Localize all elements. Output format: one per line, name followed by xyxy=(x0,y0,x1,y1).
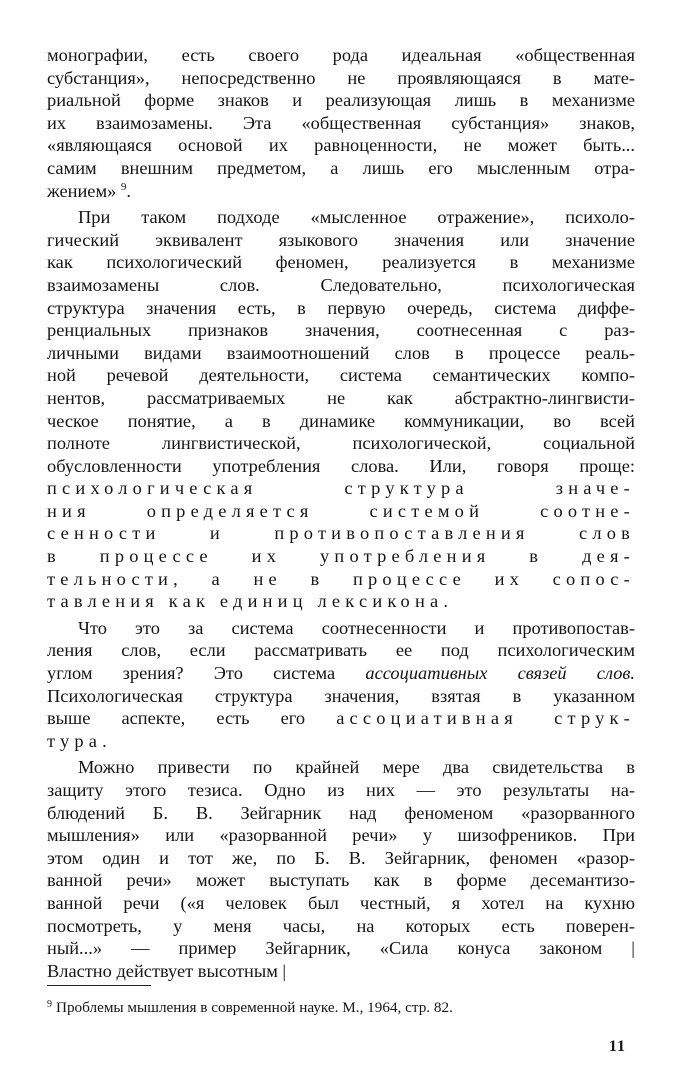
footnote-divider xyxy=(47,985,151,986)
text-fragment: жением» xyxy=(47,180,117,201)
text-fragment: . xyxy=(126,180,132,201)
text-line-last: Властно действует высотным | xyxy=(47,960,287,981)
text-line: защиту этого тезиса. Одно из них — это результаты на- xyxy=(47,780,635,800)
spaced-emphasis: ассоциативная струк- xyxy=(336,708,635,729)
footnote-reference: 9 xyxy=(120,180,127,193)
spaced-text-line: сенности и противопоставления слов xyxy=(47,523,635,544)
footnote-number: 9 xyxy=(47,999,52,1010)
paragraph-2 xyxy=(47,206,635,613)
text-line: ления слов, если рассматривать ее под психологическим xyxy=(47,640,635,661)
text-line: ванной речи» может выступать как в форме десемантизо- xyxy=(47,870,635,891)
text-line-mixed xyxy=(47,707,635,730)
text-line: личными видами взаимоотношений слов в процессе реаль- xyxy=(47,342,635,363)
footnote-text: Проблемы мышления в современной науке. М., 1964, стр. 82. xyxy=(56,999,453,1016)
text-line: Можно привести по крайней мере два свидетельства в xyxy=(78,757,635,778)
spaced-text-line: в процессе их употребления в дея- xyxy=(47,546,635,567)
text-line: риальной форме знаков и реализующая лишь в механизме xyxy=(47,90,635,111)
text-line: ческое понятие, а в динамике коммуникации, во всей xyxy=(47,410,635,431)
spaced-text-line: психологическая структура значе- xyxy=(47,478,635,499)
text-line: структура значения есть, в первую очередь, система диффе- xyxy=(47,297,635,318)
text-line: обусловленности употребления слова. Или, говоря проще: xyxy=(47,455,635,476)
text-line: этом один и тот же, по Б. В. Зейгарник, феномен «разор- xyxy=(47,847,635,868)
spaced-text-line: тельности, а не в процессе их сопос- xyxy=(47,568,635,589)
text-line: взаимозамены слов. Следовательно, психологическая xyxy=(47,274,635,295)
spaced-text-line-last: тавления как единиц лексикона. xyxy=(47,591,454,612)
italic-emphasis: ассоциативных связей слов. xyxy=(365,663,635,684)
text-line: как психологический феномен, реализуется в механизме xyxy=(47,252,635,273)
text-line: самим внешним предметом, а лишь его мысленным отра- xyxy=(47,157,635,178)
page-number: 11 xyxy=(608,1038,626,1055)
text-line-last xyxy=(47,180,635,203)
text-line: ренциальных признаков значения, соотнесенная с раз- xyxy=(47,320,635,341)
text-line: ный...» — пример Зейгарник, «Сила конуса законом | xyxy=(47,938,635,959)
paragraph-4 xyxy=(47,756,635,982)
main-text xyxy=(47,44,635,982)
text-line: «являющаяся основой их равноценности, не может быть... xyxy=(47,135,635,156)
text-line: посмотреть, у меня часы, на которых есть поверен- xyxy=(47,915,635,936)
text-line: мышления» или «разорванной речи» у шизофреников. При xyxy=(47,825,635,846)
paragraph-1 xyxy=(47,44,635,202)
text-fragment: углом зрения? Это система xyxy=(47,663,336,684)
text-line: нентов, рассматриваемых не как абстрактно-лингвисти- xyxy=(47,387,635,408)
text-line: полноте лингвистической, психологической, социальной xyxy=(47,433,635,454)
text-line: их взаимозамены. Эта «общественная субстанция» знаков, xyxy=(47,112,635,133)
text-line: блюдений Б. В. Зейгарник над феноменом «разорванного xyxy=(47,802,635,823)
text-line: Психологическая структура значения, взятая в указанном xyxy=(47,685,635,706)
text-fragment: выше аспекте, есть его xyxy=(47,708,306,729)
paragraph-3 xyxy=(47,617,635,753)
text-line: ванной речи («я человек был честный, я хотел на кухню xyxy=(47,892,635,913)
footnote xyxy=(47,995,635,1018)
text-line: При таком подходе «мысленное отражение», психоло- xyxy=(78,207,635,228)
text-line: гический эквивалент языкового значения или значение xyxy=(47,229,635,250)
text-line: субстанция», непосредственно не проявляющаяся в мате- xyxy=(47,67,635,88)
spaced-text-line: ния определяется системой соотне- xyxy=(47,500,635,521)
text-line-mixed xyxy=(47,662,635,685)
spaced-text-line-last: тура. xyxy=(47,730,112,751)
text-line: Что это за система соотнесенности и противопостав- xyxy=(78,617,635,638)
text-line: монографии, есть своего рода идеальная «общественная xyxy=(47,45,635,65)
text-line: ной речевой деятельности, система семантических компо- xyxy=(47,365,635,386)
